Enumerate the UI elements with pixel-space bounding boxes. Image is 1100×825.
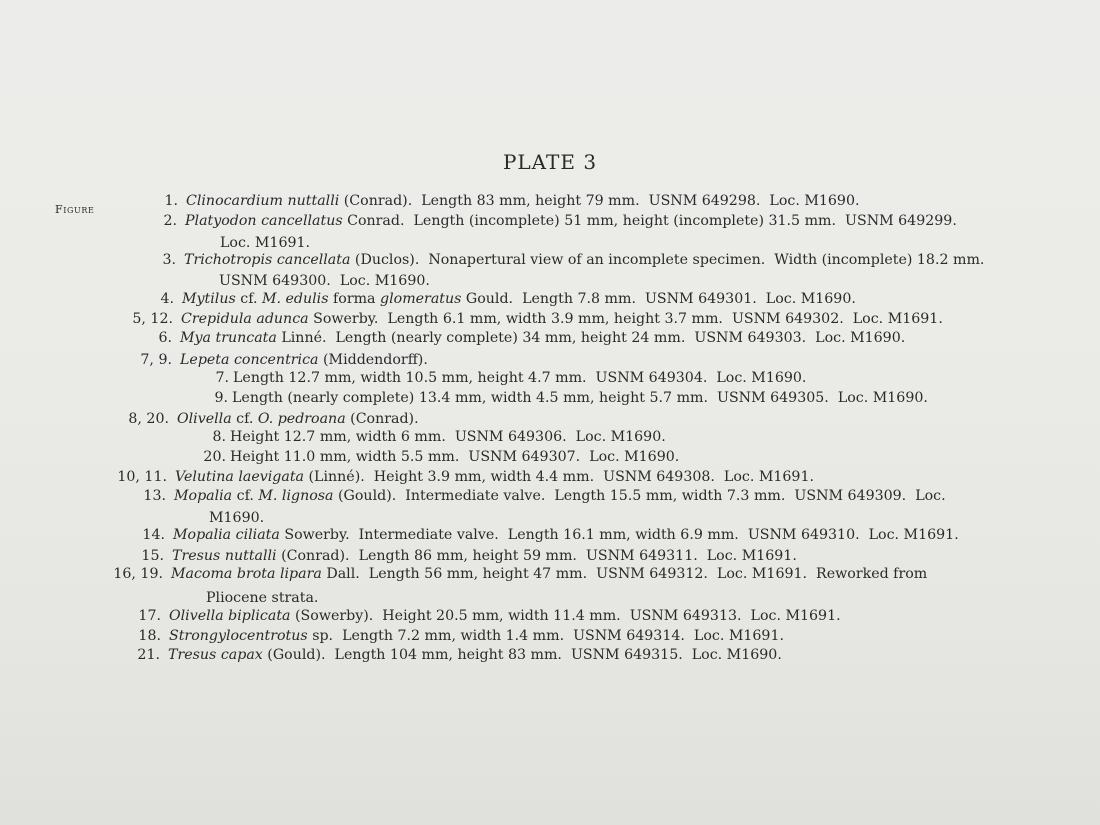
- figure-number: 5, 12.: [132, 311, 173, 327]
- figure-number: 10, 11.: [117, 469, 167, 485]
- caption-text: [174, 487, 946, 505]
- taxon-name: Platyodon cancellatus: [185, 213, 343, 229]
- figure-number: 7, 9.: [140, 352, 172, 368]
- caption-text: [185, 212, 957, 230]
- taxon-name: Olivella: [177, 411, 232, 427]
- figure-number: 18.: [138, 628, 161, 644]
- caption-segment: USNM 649300. Loc. M1690.: [219, 273, 430, 289]
- caption-segment: Conrad. Length (incomplete) 51 mm, height (incomplete) 31.5 mm. USNM 649299.: [342, 213, 957, 229]
- caption-segment: M1690.: [209, 510, 265, 526]
- taxon-name: Strongylocentrotus: [169, 628, 308, 644]
- taxon-name: Clinocardium nuttalli: [186, 193, 340, 209]
- caption-segment: (Sowerby). Height 20.5 mm, width 11.4 mm. USNM 649313. Loc. M1691.: [290, 608, 841, 624]
- taxon-name: Mya truncata: [180, 330, 277, 346]
- caption-segment: forma: [328, 291, 381, 307]
- caption-segment: (Conrad). Length 83 mm, height 79 mm. USNM 649298. Loc. M1690.: [339, 193, 860, 209]
- sub-figure-number: 20.: [203, 449, 226, 465]
- taxon-name: M. lignosa: [258, 488, 334, 504]
- taxon-name: Tresus capax: [168, 647, 263, 663]
- caption-text: [177, 410, 419, 428]
- figure-number: 16, 19.: [113, 566, 163, 582]
- sub-figure-number: 8.: [212, 429, 226, 445]
- caption-text: [169, 607, 841, 625]
- caption-segment: cf.: [232, 488, 259, 504]
- figure-number: 8, 20.: [128, 411, 169, 427]
- caption-segment: Linné. Length (nearly complete) 34 mm, height 24 mm. USNM 649303. Loc. M1690.: [276, 330, 906, 346]
- caption-text: [182, 290, 856, 308]
- caption-segment: Pliocene strata.: [206, 590, 319, 606]
- figure-number: 14.: [142, 527, 165, 543]
- caption-text: [180, 329, 905, 347]
- sub-figure-number: 7.: [215, 370, 229, 386]
- caption-segment: Gould. Length 7.8 mm. USNM 649301. Loc. M1690.: [461, 291, 856, 307]
- taxon-name: Mytilus: [182, 291, 236, 307]
- figure-number: 2.: [163, 213, 177, 229]
- caption-segment: Dall. Length 56 mm, height 47 mm. USNM 649312. Loc. M1691. Reworked from: [321, 566, 928, 582]
- taxon-name: Mopalia ciliata: [173, 527, 280, 543]
- figure-number: 13.: [143, 488, 166, 504]
- taxon-name: Tresus nuttalli: [172, 548, 277, 564]
- caption-segment: cf.: [231, 411, 258, 427]
- caption-segment: (Conrad). Length 86 mm, height 59 mm. USNM 649311. Loc. M1691.: [276, 548, 797, 564]
- caption-segment: Length (nearly complete) 13.4 mm, width 4.5 mm, height 5.7 mm. USNM 649305. Loc. M1690.: [232, 390, 928, 406]
- caption-segment: (Linné). Height 3.9 mm, width 4.4 mm. USNM 649308. Loc. M1691.: [304, 469, 814, 485]
- caption-text: [169, 627, 784, 645]
- taxon-name: M. edulis: [261, 291, 329, 307]
- caption-segment: Length 12.7 mm, width 10.5 mm, height 4.7 mm. USNM 649304. Loc. M1690.: [233, 370, 807, 386]
- taxon-name: Mopalia: [174, 488, 233, 504]
- figure-number: 17.: [138, 608, 161, 624]
- taxon-name: glomeratus: [380, 291, 462, 307]
- caption-text: [173, 526, 959, 544]
- caption-segment: (Duclos). Nonapertural view of an incomplete specimen. Width (incomplete) 18.2 mm.: [350, 252, 985, 268]
- figure-number: 4.: [160, 291, 174, 307]
- caption-text: [230, 448, 679, 466]
- caption-text: [175, 468, 814, 486]
- caption-text: [171, 565, 927, 583]
- caption-text: [184, 251, 984, 269]
- caption-text: [220, 234, 310, 252]
- caption-segment: cf.: [235, 291, 262, 307]
- caption-text: [186, 192, 860, 210]
- caption-segment: (Middendorff).: [318, 352, 428, 368]
- caption-text: [180, 351, 428, 369]
- caption-text: [206, 589, 318, 607]
- caption-segment: Loc. M1691.: [220, 235, 311, 251]
- taxon-name: Crepidula adunca: [181, 311, 309, 327]
- caption-text: [233, 369, 806, 387]
- caption-segment: Height 11.0 mm, width 5.5 mm. USNM 649307. Loc. M1690.: [230, 449, 680, 465]
- taxon-name: Olivella biplicata: [169, 608, 291, 624]
- figure-number: 6.: [158, 330, 172, 346]
- caption-segment: (Gould). Length 104 mm, height 83 mm. USNM 649315. Loc. M1690.: [262, 647, 782, 663]
- figure-number: 15.: [141, 548, 164, 564]
- caption-text: [232, 389, 928, 407]
- sub-figure-number: 9.: [214, 390, 228, 406]
- plate-title: PLATE 3: [502, 150, 598, 174]
- caption-text: [230, 428, 666, 446]
- taxon-name: Macoma brota lipara: [171, 566, 322, 582]
- caption-segment: Sowerby. Length 6.1 mm, width 3.9 mm, height 3.7 mm. USNM 649302. Loc. M1691.: [308, 311, 943, 327]
- figure-number: 21.: [137, 647, 160, 663]
- figure-number: 3.: [162, 252, 176, 268]
- taxon-name: Trichotropis cancellata: [184, 252, 351, 268]
- caption-segment: sp. Length 7.2 mm, width 1.4 mm. USNM 649314. Loc. M1691.: [307, 628, 784, 644]
- caption-segment: (Conrad).: [345, 411, 419, 427]
- caption-segment: Sowerby. Intermediate valve. Length 16.1 mm, width 6.9 mm. USNM 649310. Loc. M1691.: [279, 527, 959, 543]
- caption-text: [219, 272, 430, 290]
- figure-column-label: Figure: [55, 203, 95, 216]
- caption-text: [172, 547, 797, 565]
- caption-segment: Height 12.7 mm, width 6 mm. USNM 649306. Loc. M1690.: [230, 429, 666, 445]
- figure-number: 1.: [164, 193, 178, 209]
- taxon-name: Velutina laevigata: [175, 469, 305, 485]
- caption-text: [181, 310, 943, 328]
- taxon-name: O. pedroana: [257, 411, 346, 427]
- caption-text: [168, 646, 782, 664]
- taxon-name: Lepeta concentrica: [180, 352, 319, 368]
- caption-segment: (Gould). Intermediate valve. Length 15.5 mm, width 7.3 mm. USNM 649309. Loc.: [333, 488, 946, 504]
- caption-text: [209, 509, 264, 527]
